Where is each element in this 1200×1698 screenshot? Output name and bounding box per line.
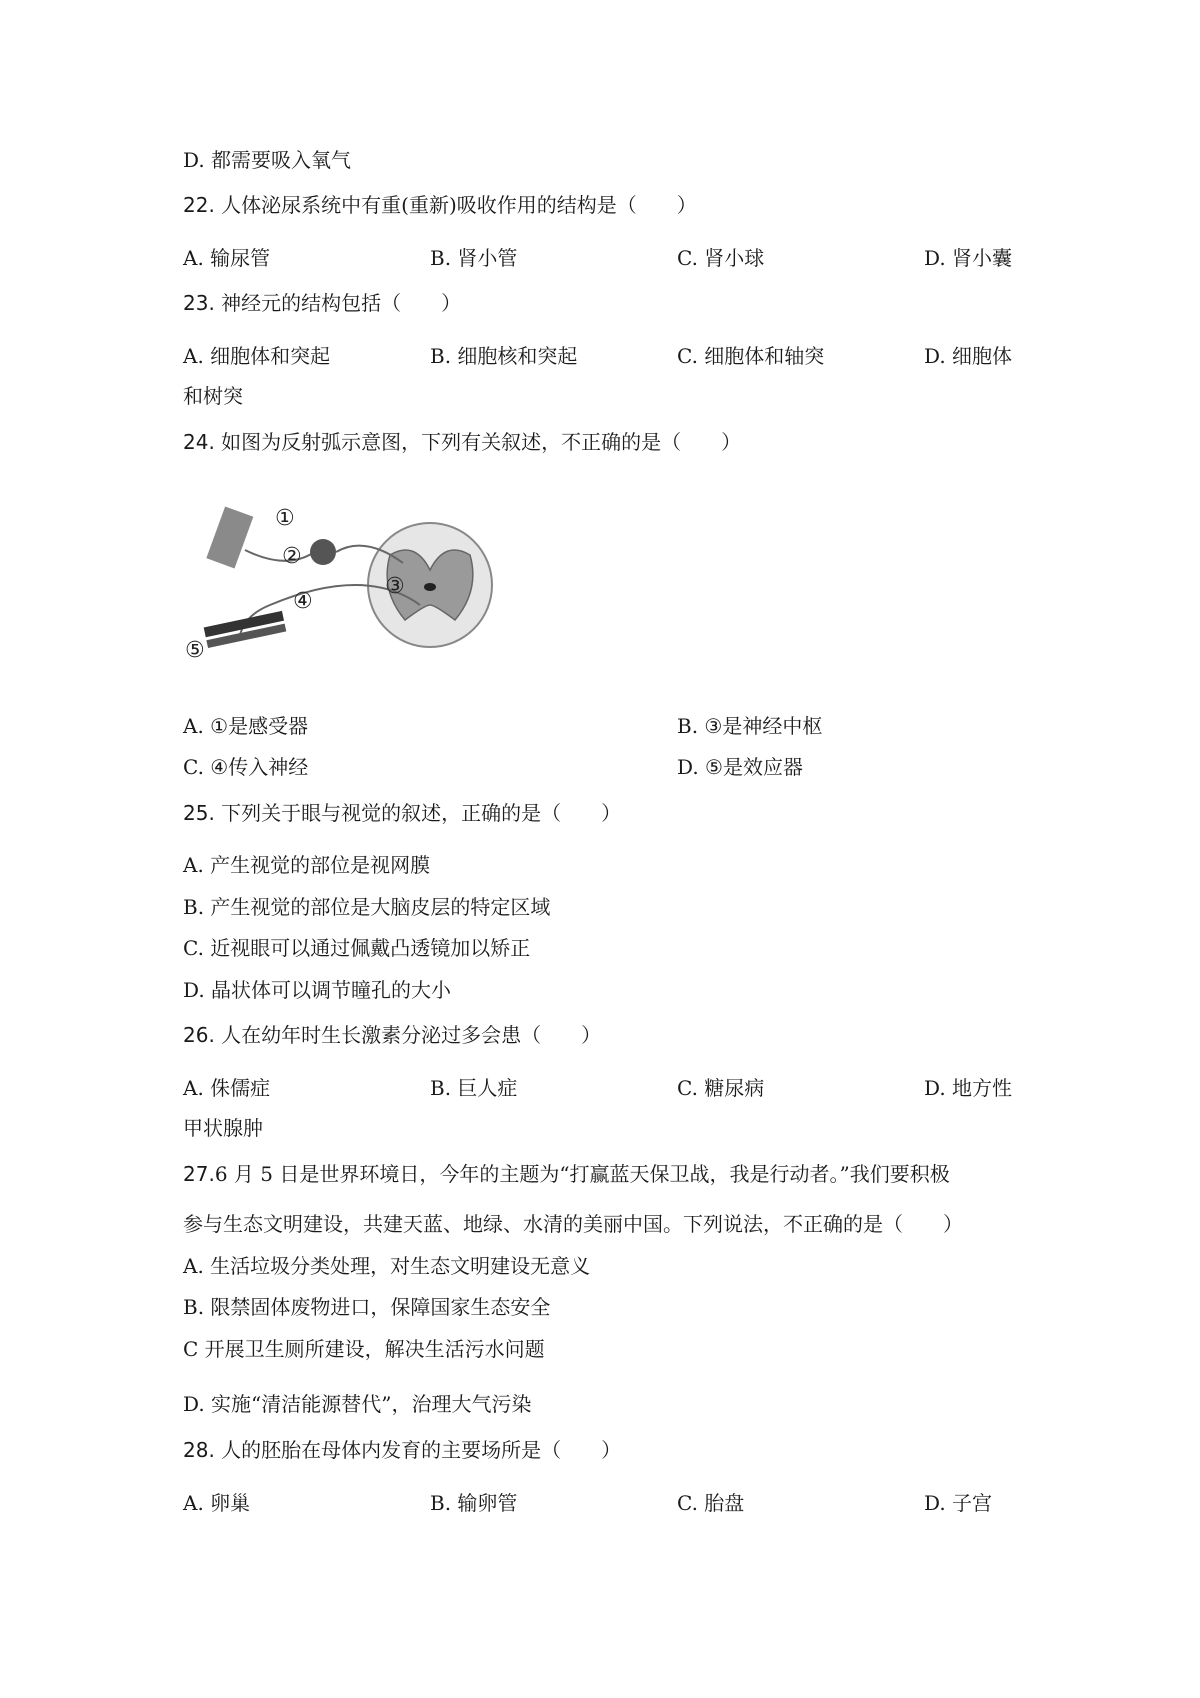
q23-option-c: C. 细胞体和轴突 [677, 344, 825, 368]
q24-option-b: B. ③是神经中枢 [677, 714, 823, 738]
question-26 [183, 1023, 601, 1047]
q28-option-a: A. 卵巢 [183, 1491, 251, 1515]
label-5: ⑤ [185, 638, 205, 663]
q25-option-a: A. 产生视觉的部位是视网膜 [183, 853, 431, 877]
q23-option-b: B. 细胞核和突起 [430, 344, 578, 368]
q27-option-b: B. 限禁固体废物进口，保障国家生态安全 [183, 1295, 551, 1319]
question-24 [183, 430, 741, 454]
question-stem: 如图为反射弧示意图，下列有关叙述，不正确的是（ ） [221, 430, 742, 454]
question-stem-line1: 6 月 5 日是世界环境日，今年的主题为“打赢蓝天保卫战，我是行动者。”我们要积极 [214, 1162, 950, 1186]
sensory-path [245, 550, 313, 561]
q22-option-c: C. 肾小球 [677, 246, 765, 270]
label-2: ② [282, 544, 302, 569]
ganglion [310, 539, 336, 565]
q28-option-b: B. 输卵管 [430, 1491, 518, 1515]
q22-option-a: A. 输尿管 [183, 246, 271, 270]
q23-option-d-wrap: 和树突 [183, 384, 243, 408]
q23-option-d: D. 细胞体 [924, 344, 1013, 368]
question-22 [183, 193, 697, 217]
question-number: 24. [183, 430, 215, 454]
label-4: ④ [293, 589, 313, 614]
reflex-arc-figure [185, 495, 515, 670]
prev-option-d: D. 都需要吸入氧气 [183, 148, 352, 172]
question-23 [183, 291, 461, 315]
q26-option-b: B. 巨人症 [430, 1076, 518, 1100]
q25-option-d: D. 晶状体可以调节瞳孔的大小 [183, 978, 452, 1002]
question-number: 25. [183, 801, 215, 825]
label-3: ③ [385, 574, 405, 599]
question-stem: 人的胚胎在母体内发育的主要场所是（ ） [221, 1438, 622, 1462]
question-stem: 人在幼年时生长激素分泌过多会患（ ） [221, 1023, 602, 1047]
q25-option-c: C. 近视眼可以通过佩戴凸透镜加以矫正 [183, 936, 531, 960]
q24-option-c: C. ④传入神经 [183, 755, 309, 779]
q26-option-d: D. 地方性 [924, 1076, 1013, 1100]
question-stem: 人体泌尿系统中有重(重新)吸收作用的结构是（ ） [221, 193, 697, 217]
q24-option-a: A. ①是感受器 [183, 714, 309, 738]
question-stem: 神经元的结构包括（ ） [221, 291, 462, 315]
q26-option-c: C. 糖尿病 [677, 1076, 765, 1100]
q25-option-b: B. 产生视觉的部位是大脑皮层的特定区域 [183, 895, 551, 919]
q28-option-c: C. 胎盘 [677, 1491, 745, 1515]
q22-option-d: D. 肾小囊 [924, 246, 1013, 270]
q26-option-a: A. 侏儒症 [183, 1076, 271, 1100]
question-28 [183, 1438, 621, 1462]
question-27 [183, 1162, 950, 1186]
central-canal [424, 583, 436, 591]
question-stem: 下列关于眼与视觉的叙述，正确的是（ ） [221, 801, 622, 825]
question-number: 23. [183, 291, 215, 315]
question-number: 26. [183, 1023, 215, 1047]
q24-option-d: D. ⑤是效应器 [677, 755, 803, 779]
q26-option-d-wrap: 甲状腺肿 [183, 1116, 263, 1140]
question-number: 28. [183, 1438, 215, 1462]
label-1: ① [275, 506, 295, 531]
q27-option-d: D. 实施“清洁能源替代”，治理大气污染 [183, 1392, 532, 1416]
question-25 [183, 801, 621, 825]
q28-option-d: D. 子宫 [924, 1491, 993, 1515]
question-number: 22. [183, 193, 215, 217]
q27-option-a: A. 生活垃圾分类处理，对生态文明建设无意义 [183, 1254, 591, 1278]
effector-muscle [204, 611, 287, 648]
question-number: 27. [183, 1162, 215, 1186]
receptor-skin [206, 506, 253, 568]
question-27-line2: 参与生态文明建设，共建天蓝、地绿、水清的美丽中国。下列说法，不正确的是（ ） [183, 1212, 963, 1236]
q27-option-c: C 开展卫生厕所建设，解决生活污水问题 [183, 1337, 545, 1361]
q22-option-b: B. 肾小管 [430, 246, 518, 270]
q23-option-a: A. 细胞体和突起 [183, 344, 331, 368]
